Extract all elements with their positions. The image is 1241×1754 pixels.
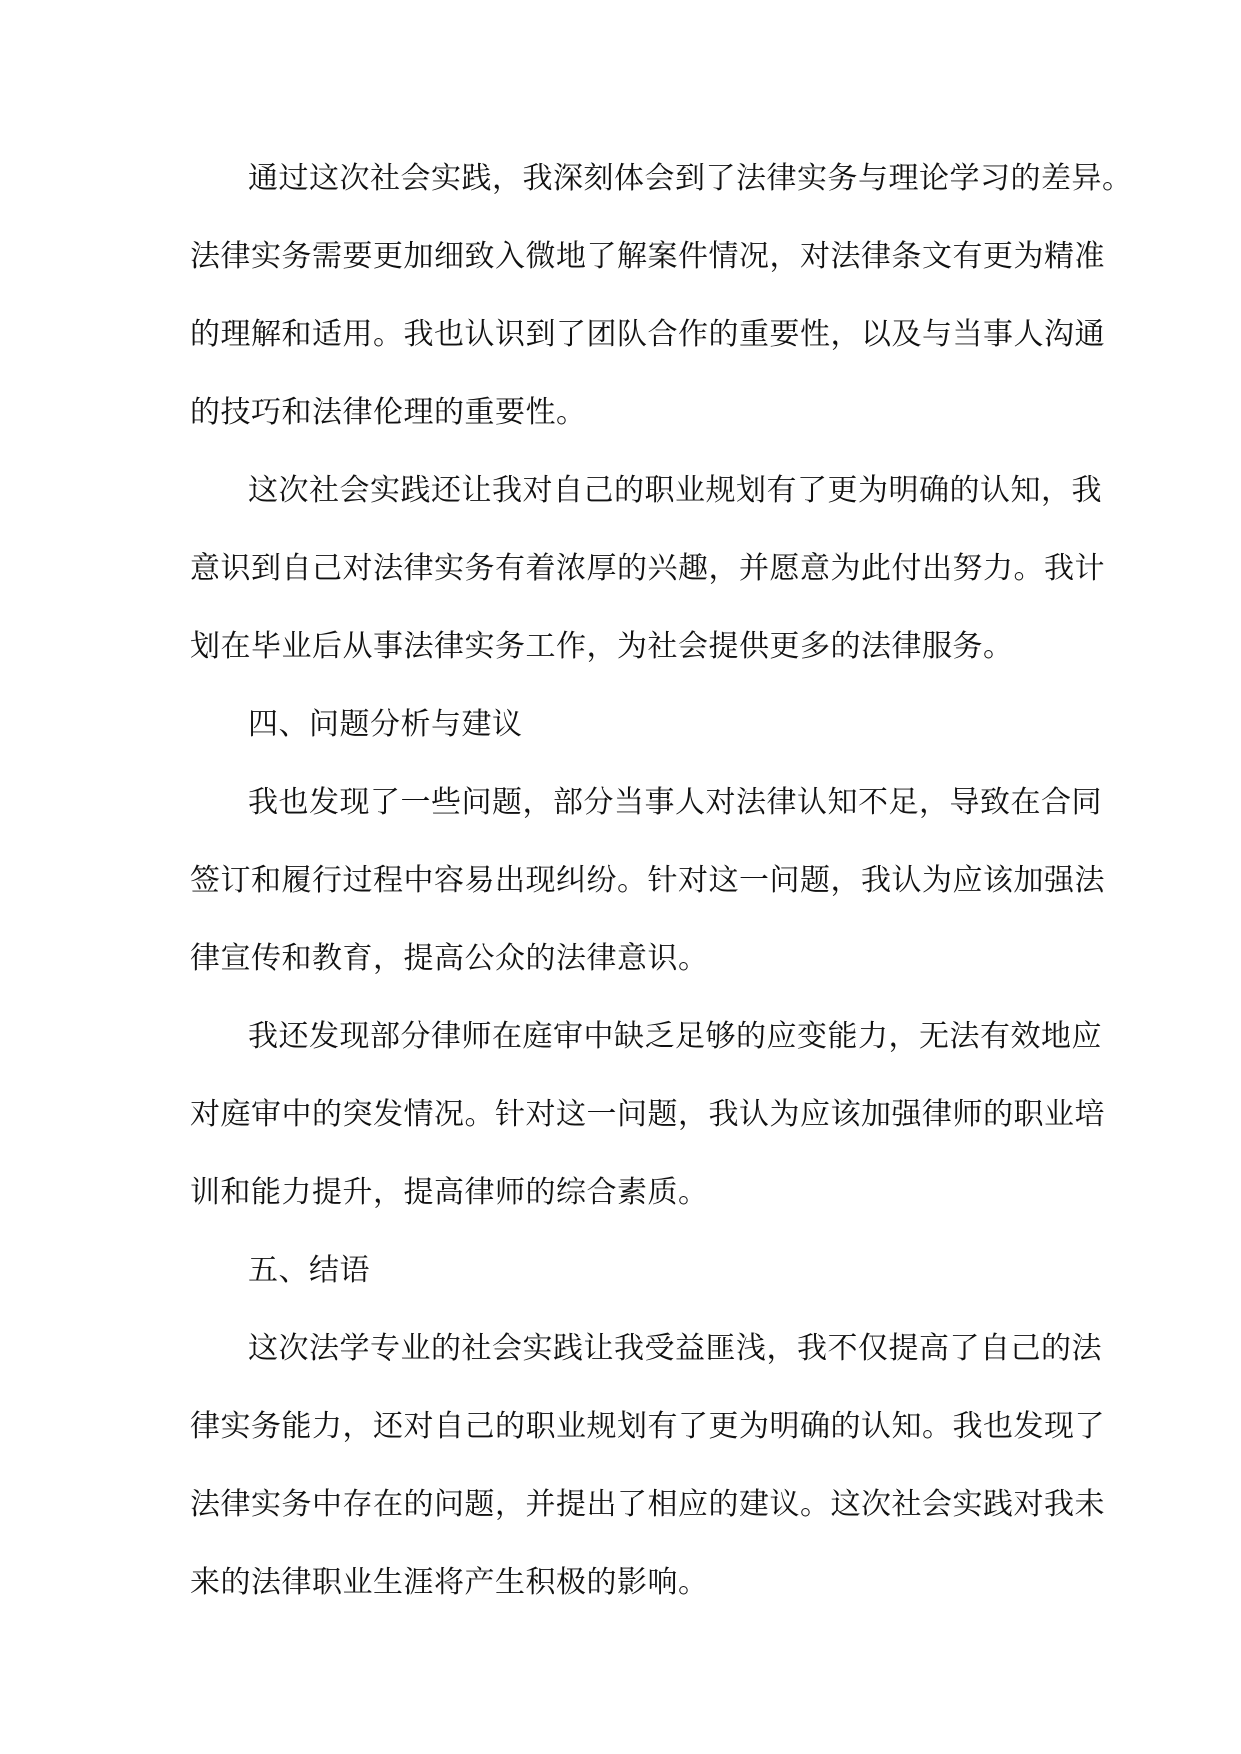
paragraph-line: 我也发现了一些问题，部分当事人对法律认知不足，导致在合同	[248, 785, 1102, 820]
paragraph-line: 律宣传和教育，提高公众的法律意识。	[190, 941, 709, 976]
paragraph-line: 通过这次社会实践，我深刻体会到了法律实务与理论学习的差异。	[248, 161, 1133, 196]
paragraph-line: 律实务能力，还对自己的职业规划有了更为明确的认知。我也发现了	[190, 1409, 1105, 1444]
paragraph-line: 签订和履行过程中容易出现纠纷。针对这一问题，我认为应该加强法	[190, 863, 1105, 898]
paragraph-line: 这次法学专业的社会实践让我受益匪浅，我不仅提高了自己的法	[248, 1331, 1102, 1366]
document-body	[190, 140, 1133, 1622]
section-heading: 五、结语	[248, 1253, 370, 1288]
paragraph-line: 意识到自己对法律实务有着浓厚的兴趣，并愿意为此付出努力。我计	[190, 551, 1105, 586]
section-heading: 四、问题分析与建议	[248, 707, 523, 742]
paragraph-line: 法律实务中存在的问题，并提出了相应的建议。这次社会实践对我未	[190, 1487, 1105, 1522]
paragraph-line: 法律实务需要更加细致入微地了解案件情况，对法律条文有更为精准	[190, 239, 1105, 274]
paragraph-line: 来的法律职业生涯将产生积极的影响。	[190, 1565, 709, 1600]
paragraph-line: 划在毕业后从事法律实务工作，为社会提供更多的法律服务。	[190, 629, 1014, 664]
paragraph-line: 的技巧和法律伦理的重要性。	[190, 395, 587, 430]
paragraph-line: 的理解和适用。我也认识到了团队合作的重要性，以及与当事人沟通	[190, 317, 1105, 352]
paragraph-line: 对庭审中的突发情况。针对这一问题，我认为应该加强律师的职业培	[190, 1097, 1105, 1132]
paragraph-line: 这次社会实践还让我对自己的职业规划有了更为明确的认知，我	[248, 473, 1102, 508]
paragraph-line: 我还发现部分律师在庭审中缺乏足够的应变能力，无法有效地应	[248, 1019, 1102, 1054]
paragraph-line: 训和能力提升，提高律师的综合素质。	[190, 1175, 709, 1210]
